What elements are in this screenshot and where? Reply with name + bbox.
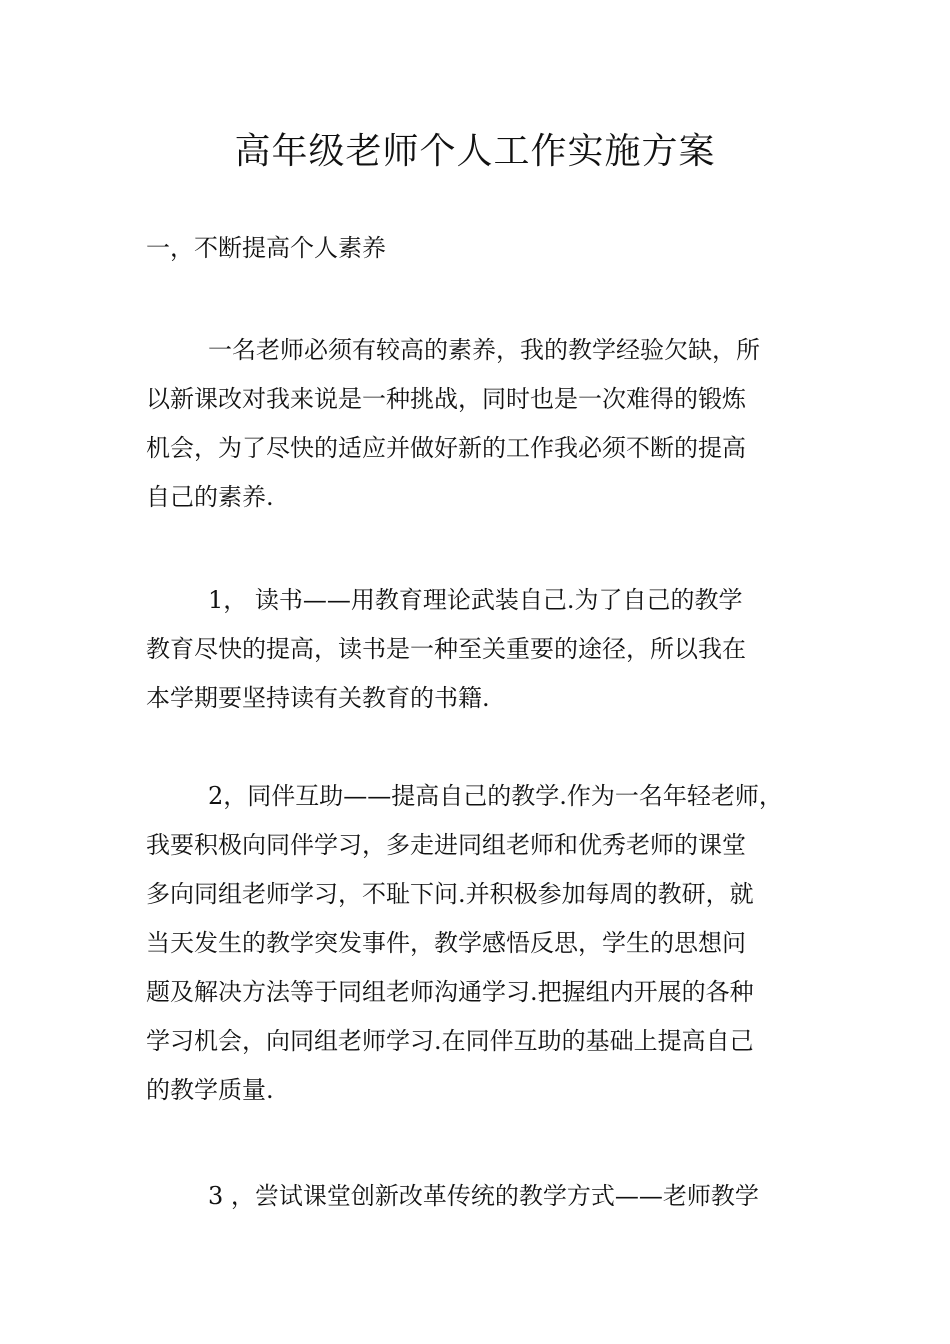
paragraph-line: 多向同组老师学习，不耻下问.并积极参加每周的教研，就	[146, 880, 754, 908]
paragraph-classroom-innovation	[146, 1172, 826, 1221]
paragraph-line: 一名老师必须有较高的素养，我的教学经验欠缺，所	[208, 336, 760, 364]
paragraph-line: 教育尽快的提高，读书是一种至关重要的途径，所以我在	[146, 635, 746, 663]
paragraph-line: 的教学质量.	[146, 1076, 274, 1104]
paragraph-line: 本学期要坚持读有关教育的书籍.	[146, 684, 490, 712]
paragraph-line: 3 ，尝试课堂创新改革传统的教学方式——老师教学	[208, 1182, 759, 1210]
paragraph-line: 以新课改对我来说是一种挑战，同时也是一次难得的锻炼	[146, 385, 746, 413]
paragraph-peer-help	[146, 772, 826, 1115]
paragraph-reading	[146, 576, 826, 723]
paragraph-line: 学习机会，向同组老师学习.在同伴互助的基础上提高自己	[146, 1027, 754, 1055]
section-heading: 一，不断提高个人素养	[146, 234, 386, 262]
paragraph-line: 2，同伴互助——提高自己的教学.作为一名年轻老师，	[208, 782, 783, 810]
paragraph-line: 自己的素养.	[146, 483, 274, 511]
paragraph-line: 当天发生的教学突发事件，教学感悟反思，学生的思想问	[146, 929, 746, 957]
paragraph-line: 机会，为了尽快的适应并做好新的工作我必须不断的提高	[146, 434, 746, 462]
paragraph-line: 我要积极向同伴学习，多走进同组老师和优秀老师的课堂	[146, 831, 746, 859]
document-title: 高年级老师个人工作实施方案	[234, 131, 716, 172]
paragraph-line: 1， 读书——用教育理论武装自己.为了自己的教学	[208, 586, 743, 614]
paragraph-line: 题及解决方法等于同组老师沟通学习.把握组内开展的各种	[146, 978, 754, 1006]
paragraph-literacy	[146, 326, 826, 522]
